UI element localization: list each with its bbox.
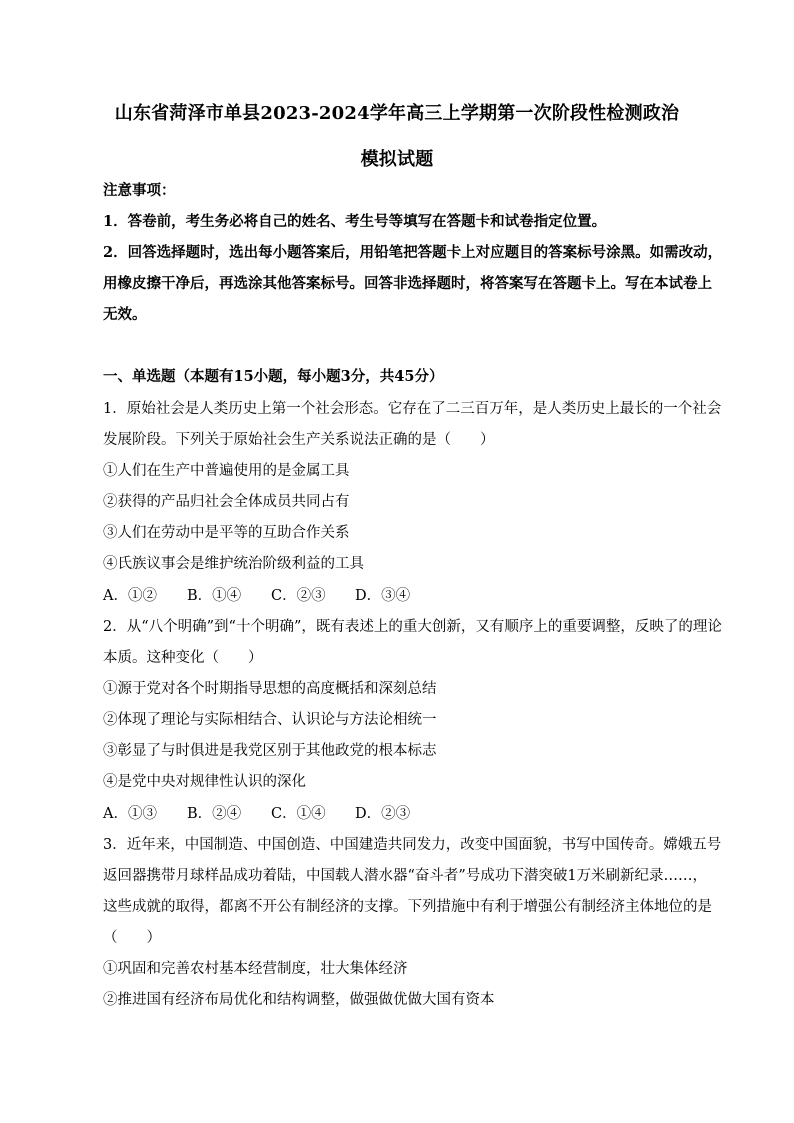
q1-option-3: ③人们在劳动中是平等的互助合作关系 [103,525,350,541]
q1-choices [103,586,703,606]
q3-option-1: ①巩固和完善农村基本经营制度，壮大集体经济 [103,961,408,977]
q1-choice-a: A．①② [103,588,157,604]
q1-stem-line2: 发展阶段。下列关于原始社会生产关系说法正确的是（ ） [103,432,495,448]
q2-stem-line2: 本质。这种变化（ ） [103,650,263,666]
q1-option-1: ①人们在生产中普遍使用的是金属工具 [103,463,350,479]
q1-choice-b: B．①④ [187,588,242,604]
section-heading: 一、单选题（本题有15小题，每小题3分，共45分） [103,368,444,385]
q2-stem-line1: 2．从“八个明确”到“十个明确”，既有表述上的重大创新，又有顺序上的重要调整，反映了的理论 [103,619,722,635]
q3-stem-line1: 3．近年来，中国制造、中国创造、中国建造共同发力，改变中国面貌，书写中国传奇。嫦娥五号 [103,837,722,853]
q1-option-4: ④氏族议事会是维护统治阶级利益的工具 [103,556,364,572]
notice-item-2-line1: 2．回答选择题时，选出每小题答案后，用铅笔把答题卡上对应题目的答案标号涂黑。如需改动， [103,244,723,261]
q2-choice-b: B．②④ [187,806,242,822]
q3-stem-line3: 这些成就的取得，都离不开公有制经济的支撑。下列措施中有利于增强公有制经济主体地位的是 [103,899,712,915]
exam-title-line1: 山东省菏泽市单县2023-2024学年高三上学期第一次阶段性检测政治 [114,103,680,124]
notice-heading: 注意事项： [103,182,176,199]
q1-stem-line1: 1．原始社会是人类历史上第一个社会形态。它存在了二三百万年，是人类历史上最长的一个社会 [103,401,722,417]
notice-item-2-line2: 用橡皮擦干净后，再选涂其他答案标号。回答非选择题时，将答案写在答题卡上。写在本试卷上 [103,275,712,292]
q3-option-2: ②推进国有经济布局优化和结构调整，做强做优做大国有资本 [103,992,495,1008]
exam-title-line2: 模拟试题 [360,149,434,170]
q2-option-2: ②体现了理论与实际相结合、认识论与方法论相统一 [103,712,437,728]
q2-choices [103,804,703,824]
q2-choice-c: C．①④ [271,806,326,822]
q3-stem-line4: （ ） [103,930,161,946]
notice-item-2-line3: 无效。 [103,306,147,323]
notice-item-1: 1．答卷前，考生务必将自己的姓名、考生号等填写在答题卡和试卷指定位置。 [103,213,607,230]
q2-choice-d: D．②③ [355,806,411,822]
q2-choice-a: A．①③ [103,806,157,822]
q2-option-1: ①源于党对各个时期指导思想的高度概括和深刻总结 [103,681,437,697]
q3-stem-line2: 返回器携带月球样品成功着陆，中国载人潜水器“奋斗者”号成功下潜突破1万米刷新纪录……， [103,868,708,884]
q1-option-2: ②获得的产品归社会全体成员共同占有 [103,494,350,510]
q2-option-4: ④是党中央对规律性认识的深化 [103,774,306,790]
q1-choice-c: C．②③ [271,588,326,604]
q1-choice-d: D．③④ [355,588,411,604]
q2-option-3: ③彰显了与时俱进是我党区别于其他政党的根本标志 [103,743,437,759]
